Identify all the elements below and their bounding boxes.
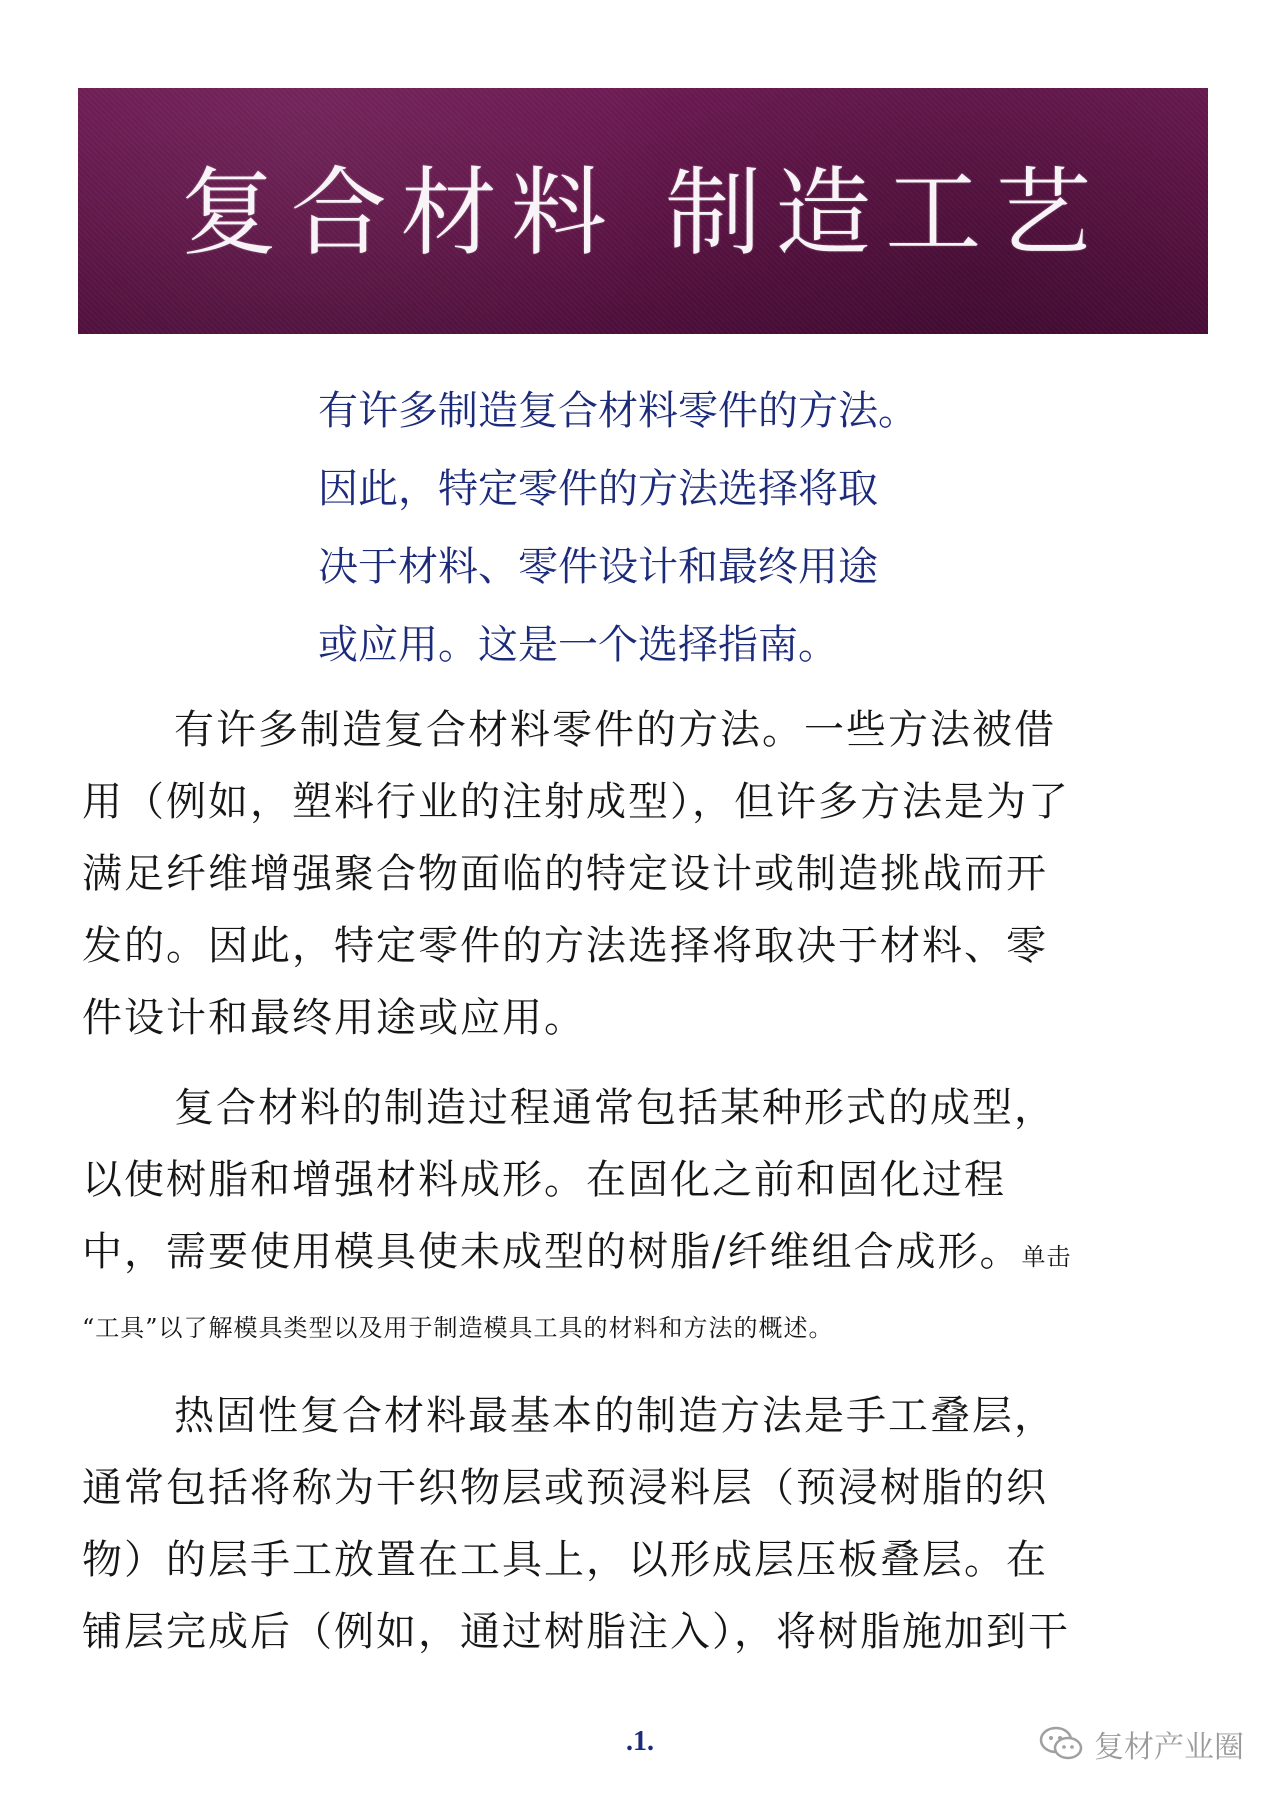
paragraph-line: 用（例如，塑料行业的注射成型），但许多方法是为了 bbox=[82, 779, 1070, 825]
page-title: 复合材料 制造工艺 bbox=[180, 156, 1106, 269]
paragraph-line: 满足纤维增强聚合物面临的特定设计或制造挑战而开 bbox=[82, 851, 1048, 897]
paragraph-line: 复合材料的制造过程通常包括某种形式的成型， bbox=[174, 1085, 1056, 1131]
paragraph-line: 铺层完成后（例如，通过树脂注入），将树脂施加到干 bbox=[82, 1609, 1070, 1655]
paragraph-line: 热固性复合材料最基本的制造方法是手工叠层， bbox=[174, 1393, 1056, 1439]
paragraph-line: 有许多制造复合材料零件的方法。一些方法被借 bbox=[174, 707, 1056, 753]
wechat-watermark bbox=[1038, 1722, 1244, 1766]
intro-line: 有许多制造复合材料零件的方法。 bbox=[318, 388, 918, 434]
click-tools-link[interactable]: 单击 bbox=[1021, 1243, 1072, 1271]
paragraph-line: 通常包括将称为干织物层或预浸料层（预浸树脂的织 bbox=[82, 1465, 1048, 1511]
wechat-icon bbox=[1038, 1724, 1084, 1764]
intro-line: 决于材料、零件设计和最终用途 bbox=[318, 544, 878, 590]
intro-line: 或应用。这是一个选择指南。 bbox=[318, 622, 838, 668]
intro-line: 因此，特定零件的方法选择将取 bbox=[318, 466, 878, 512]
paragraph-line: 物）的层手工放置在工具上，以形成层压板叠层。在 bbox=[82, 1537, 1048, 1583]
paragraph-hand-layup bbox=[82, 1380, 1212, 1668]
paragraph-methods bbox=[82, 694, 1212, 1054]
page-number: .1. bbox=[626, 1726, 654, 1757]
paragraph-line bbox=[82, 1216, 1212, 1293]
paragraph-line: 件设计和最终用途或应用。 bbox=[82, 995, 586, 1041]
tools-note[interactable]: “工具”以了解模具类型以及用于制造模具工具的材料和方法的概述。 bbox=[82, 1314, 834, 1342]
paragraph-line: 发的。因此，特定零件的方法选择将取决于材料、零 bbox=[82, 923, 1048, 969]
paragraph-line: 以使树脂和增强材料成形。在固化之前和固化过程 bbox=[82, 1157, 1006, 1203]
paragraph-molding bbox=[82, 1072, 1212, 1363]
watermark-text: 复材产业圈 bbox=[1094, 1730, 1244, 1765]
title-banner bbox=[78, 88, 1208, 334]
intro-summary bbox=[318, 372, 1038, 684]
paragraph-line-text: 中，需要使用模具使未成型的树脂/纤维组合成形。 bbox=[82, 1229, 1022, 1275]
